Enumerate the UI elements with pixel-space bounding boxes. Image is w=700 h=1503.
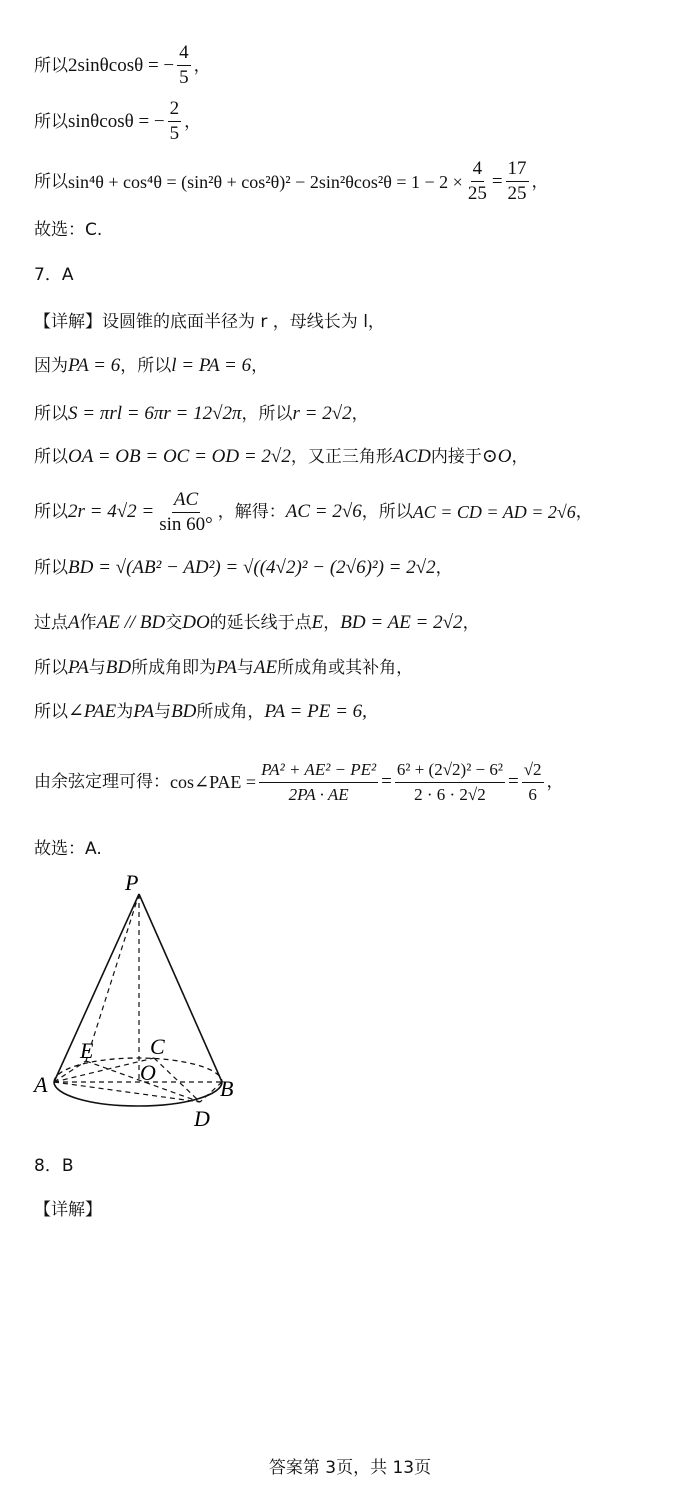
math: 2r = 4√2 =: [68, 501, 155, 522]
text: 过点: [34, 613, 68, 633]
math: AE // BD: [96, 612, 166, 633]
math: BD: [171, 701, 197, 722]
fraction-numerator: √2: [522, 759, 544, 783]
text: ，所以: [361, 502, 413, 522]
fraction-numerator: 4: [177, 42, 191, 66]
math: l = PA = 6: [171, 355, 252, 376]
text: 交: [165, 613, 183, 633]
text: ，: [435, 558, 453, 578]
line-2sin-cos: [34, 42, 680, 89]
math: BD = AE = 2√2: [340, 612, 463, 633]
math: AC = CD = AD = 2√6: [412, 502, 576, 522]
fraction-denominator: 6: [528, 784, 537, 804]
text: ，又正三角形: [290, 447, 393, 467]
q8-detail-label: 【详解】: [34, 1200, 102, 1220]
q7-line-s: [34, 402, 680, 426]
fraction-denominator: 5: [179, 67, 189, 88]
edge-pa: [54, 894, 139, 1082]
cone-figure: [30, 868, 260, 1133]
q7-line-bd: [34, 556, 680, 580]
math: PA: [216, 657, 237, 678]
math: ACD: [392, 446, 431, 467]
fraction-numerator: PA² + AE² − PE²: [259, 759, 378, 783]
q7-line-cos: [34, 752, 680, 812]
text: 作: [79, 613, 97, 633]
segment-cd: [154, 1058, 200, 1102]
q7-detail: [34, 310, 680, 334]
punct: ，: [184, 111, 202, 132]
label-o: O: [140, 1060, 156, 1085]
punct: ，: [531, 171, 549, 192]
text: 所成角，: [196, 702, 265, 722]
label-b: B: [220, 1076, 234, 1101]
fraction: [395, 759, 505, 806]
text: ，所以: [120, 356, 172, 376]
equals: =: [507, 771, 519, 792]
detail-text: 设圆锥的底面半径为 r ，母线长为 l，: [102, 312, 385, 332]
text-prefix: 所以: [34, 171, 68, 192]
text: 为: [116, 702, 134, 722]
fraction-denominator: 5: [169, 123, 180, 144]
fraction: [259, 759, 378, 806]
math: ⊙O: [481, 446, 512, 467]
fraction-numerator: 6² + (2√2)² − 6²: [395, 759, 505, 783]
text: ，解得：: [217, 502, 286, 522]
math: A: [68, 612, 80, 633]
fraction-denominator: 25: [507, 183, 527, 204]
text: 所成角或其补角，: [277, 658, 414, 678]
text: 所成角即为: [131, 658, 217, 678]
label-p: P: [125, 870, 139, 895]
math-expr: sinθcosθ = −: [68, 110, 165, 132]
text: 所以: [34, 447, 68, 467]
text-prefix: 所以: [34, 111, 68, 132]
math: ∠PAE: [68, 701, 117, 722]
text: 所以: [34, 502, 68, 522]
text: 所以: [34, 658, 68, 678]
math: AE: [253, 657, 278, 678]
math-expr: sin⁴θ + cos⁴θ = (sin²θ + cos²θ)² − 2sin²θcos²θ = 1 − 2 ×: [68, 171, 463, 192]
math: E: [311, 612, 324, 633]
math: S = πrl = 6πr = 12√2π: [68, 403, 242, 424]
text: 所以: [34, 558, 68, 578]
fraction-denominator: sin 60°: [159, 513, 213, 535]
math: OA = OB = OC = OD = 2√2: [68, 446, 291, 467]
text: 与: [154, 702, 172, 722]
math: cos∠PAE =: [170, 772, 257, 792]
segment-pe: [86, 894, 139, 1061]
label-a: A: [34, 1072, 48, 1097]
text: 与: [88, 658, 106, 678]
q7-line-ac: [34, 487, 680, 537]
math: PA: [133, 701, 155, 722]
text: 内接于: [430, 447, 482, 467]
math: PA = 6: [68, 355, 121, 376]
math: PA = PE = 6,: [264, 701, 367, 722]
text: 所以: [34, 404, 68, 424]
fraction: [506, 158, 529, 205]
equals: =: [491, 170, 503, 192]
q7-line-angle: [34, 656, 680, 680]
fraction-numerator: AC: [172, 489, 200, 513]
text: ，: [251, 356, 269, 376]
math-expr: 2sinθcosθ = −: [68, 54, 175, 76]
q7-line-oa: [34, 445, 680, 469]
label-c: C: [150, 1034, 165, 1059]
fraction: [466, 158, 489, 205]
q7-title: 7．A: [34, 265, 74, 285]
page-footer: 答案第 3页，共 13页: [268, 1458, 432, 1478]
text-prefix: 所以: [34, 55, 68, 76]
math: DO: [182, 612, 210, 633]
fraction: [157, 489, 215, 536]
fraction-denominator: 2PA · AE: [288, 784, 349, 804]
text: 由余弦定理可得：: [34, 772, 170, 792]
math: AC = 2√6: [285, 501, 362, 522]
text: ，: [462, 613, 480, 633]
fraction-numerator: 17: [506, 158, 529, 182]
line-sin4-cos4: [34, 158, 680, 205]
fraction-denominator: 25: [467, 183, 487, 204]
math: r = 2√2: [292, 403, 352, 424]
text: 与: [236, 658, 254, 678]
text: ，: [575, 502, 593, 522]
answer-c: 故选：C.: [34, 220, 103, 240]
q7-line-pa: [34, 354, 680, 378]
fraction-numerator: 2: [168, 98, 182, 122]
q7-line-pae: [34, 700, 680, 724]
text: 因为: [34, 356, 68, 376]
q8-title: 8．B: [34, 1156, 74, 1176]
label-d: D: [194, 1106, 210, 1131]
q7-line-ae: [34, 611, 680, 635]
fraction: [522, 759, 544, 806]
line-sin-cos: [34, 98, 680, 145]
text: ，: [351, 404, 369, 424]
fraction-denominator: 2 · 6 · 2√2: [414, 784, 486, 804]
text: ，: [323, 613, 341, 633]
math: BD: [105, 657, 132, 678]
text: 所以: [34, 702, 68, 722]
fraction: [168, 98, 182, 145]
text: ，所以: [241, 404, 293, 424]
text: 的延长线于点: [209, 613, 312, 633]
punct: ，: [193, 55, 211, 76]
segment-bd: [200, 1082, 222, 1102]
answer-a: 故选：A.: [34, 839, 102, 859]
fraction: [177, 42, 191, 89]
math: PA: [68, 657, 89, 678]
math: BD = √(AB² − AD²) = √((4√2)² − (2√6)²) = 2√2: [68, 557, 436, 578]
label-e: E: [80, 1038, 94, 1063]
fraction-numerator: 4: [471, 158, 485, 182]
text: ，: [546, 772, 564, 792]
detail-label: 【详解】: [34, 312, 102, 332]
text: ，: [511, 447, 529, 467]
equals: =: [381, 771, 392, 792]
